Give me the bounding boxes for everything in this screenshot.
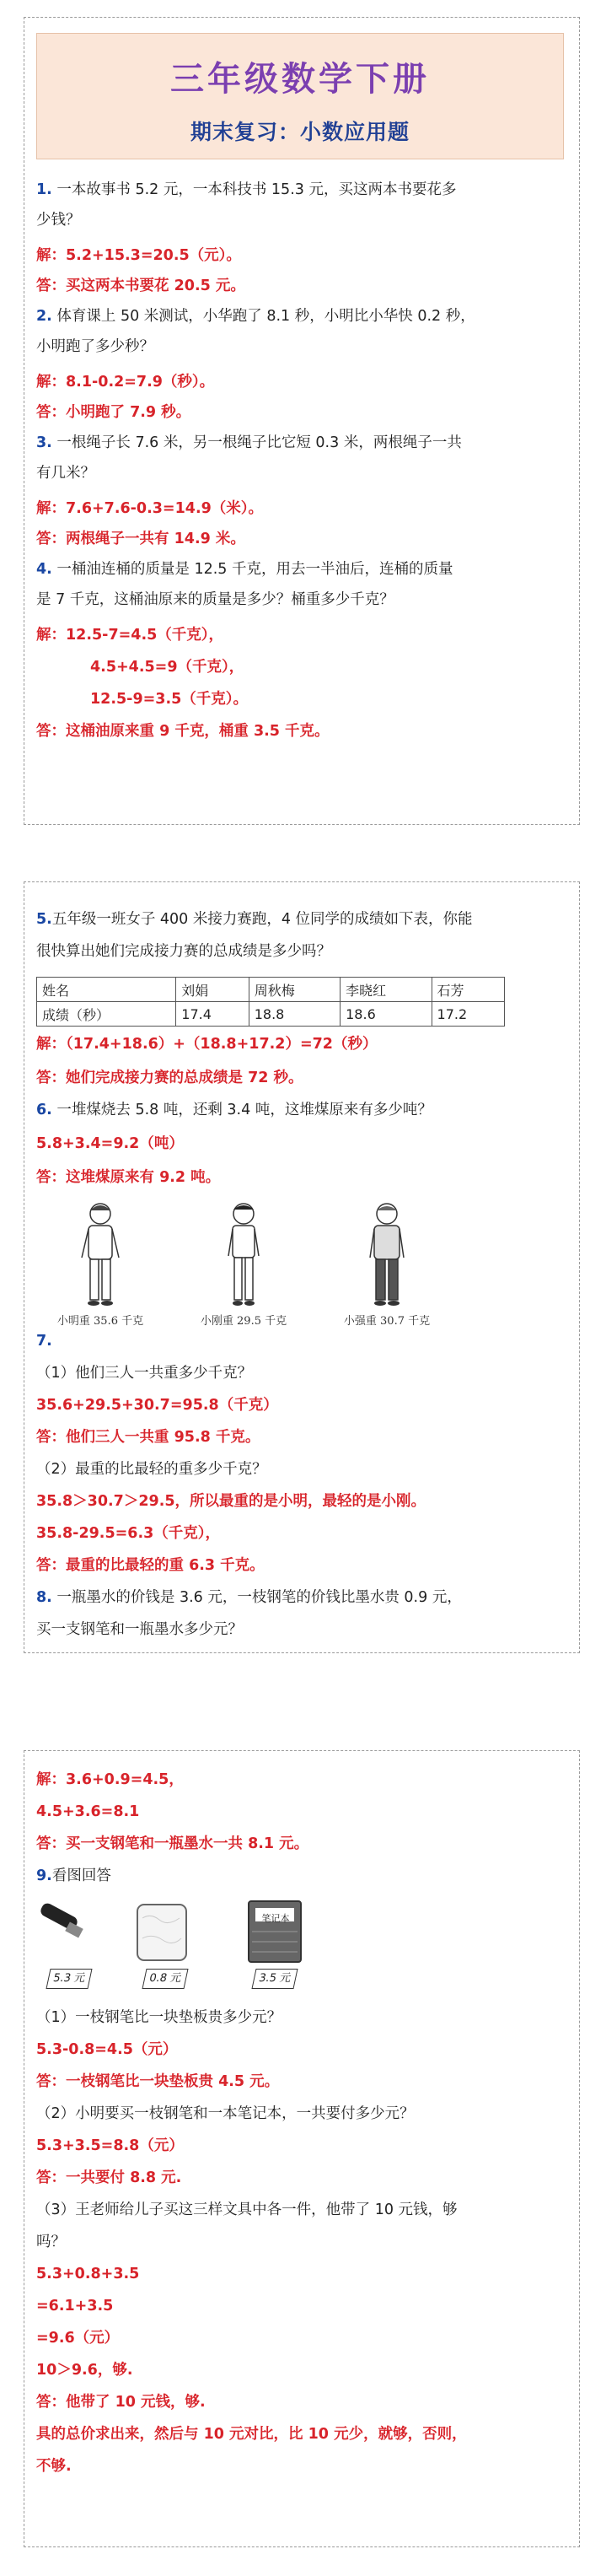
caption-xiaogang: 小刚重 29.5 千克: [200, 1315, 287, 1328]
q9-part1-prompt: （1）一枝钢笔比一块垫板贵多少元？: [36, 2009, 282, 2026]
q9-part3-step4: 10＞9.6，够.: [36, 2362, 133, 2379]
q3-solution: 解：7.6+7.6-0.3=14.9（米）。: [36, 500, 264, 517]
board-price-tag: 0.8 元: [142, 1969, 188, 1989]
caption-xiaoqiang: 小强重 30.7 千克: [343, 1315, 431, 1328]
table-cell: 成绩（秒）: [37, 1002, 176, 1027]
q4-text: [36, 558, 571, 581]
table-cell: 18.8: [249, 1002, 340, 1027]
q6-answer: 答：这堆煤原来有 9.2 吨。: [36, 1169, 221, 1186]
q9-note-line2: 不够.: [36, 2458, 72, 2475]
q3-number: 3.: [36, 434, 52, 451]
boy-illustration-icon: [218, 1199, 269, 1308]
notebook-label: 笔记本: [261, 1913, 290, 1924]
q7-number-label: 7.: [36, 1333, 52, 1350]
q1-text: [36, 178, 571, 202]
worksheet-card-3: [24, 1750, 580, 2547]
q3-text: [36, 431, 571, 455]
q5-text-line2: 很快算出她们完成接力赛的总成绩是多少吗？: [36, 943, 331, 960]
q5-text: [36, 908, 571, 931]
q9-part2-solution: 5.3+3.5=8.8（元）: [36, 2137, 184, 2154]
notebook-icon: [245, 1898, 304, 1965]
q5-solution: 解：（17.4+18.6）+（18.8+17.2）=72（秒）: [36, 1036, 378, 1053]
table-row: [37, 1002, 505, 1027]
table-row: [37, 978, 505, 1002]
q4-solution-2: 4.5+4.5=9（千克），: [90, 659, 244, 676]
q5-answer: 答：她们完成接力赛的总成绩是 72 秒。: [36, 1070, 303, 1086]
q9-title-text: 看图回答: [51, 1867, 111, 1884]
q7-number: [36, 1329, 571, 1353]
q9-part3-step2: =6.1+3.5: [36, 2298, 114, 2315]
q7-part2-prompt: （2）最重的比最轻的重多少千克？: [36, 1461, 267, 1478]
boy-illustration-icon: [362, 1199, 412, 1308]
table-cell: 刘娟: [176, 978, 249, 1002]
worksheet-card-1: [24, 17, 580, 825]
table-cell: 17.2: [432, 1002, 504, 1027]
writing-board-icon: [134, 1901, 190, 1964]
notebook-price-tag: 3.5 元: [251, 1969, 298, 1989]
q4-number: 4.: [36, 561, 52, 578]
boy-figure-xiaogang: [185, 1199, 303, 1328]
worksheet-card-2: [24, 881, 580, 1653]
q1-text-line2: 少钱？: [36, 212, 81, 229]
q6-number: 6.: [36, 1102, 52, 1118]
q9-part3-step1: 5.3+0.8+3.5: [36, 2266, 140, 2282]
q6-text-line1: 一堆煤烧去 5.8 吨，还剩 3.4 吨，这堆煤原来有多少吨？: [56, 1102, 432, 1118]
q2-text-line1: 体育课上 50 米测试，小华跑了 8.1 秒，小明比小华快 0.2 秒，: [56, 308, 475, 325]
q8-answer: 答：买一支钢笔和一瓶墨水一共 8.1 元。: [36, 1835, 309, 1852]
boy-figure-xiaoqiang: [328, 1199, 446, 1328]
q2-number: 2.: [36, 308, 52, 325]
q9-part1-solution: 5.3-0.8=4.5（元）: [36, 2041, 178, 2058]
q4-answer: 答：这桶油原来重 9 千克，桶重 3.5 千克。: [36, 723, 330, 740]
q6-text: [36, 1098, 571, 1122]
q6-solution: 5.8+3.4=9.2（吨）: [36, 1135, 184, 1152]
q9-part3-prompt: （3）王老师给儿子买这三样文具中各一件，他带了 10 元钱，够: [36, 2201, 458, 2218]
q8-solution-2: 4.5+3.6=8.1: [36, 1803, 140, 1820]
table-cell: 石芳: [432, 978, 504, 1002]
notebook-item: [245, 1898, 338, 2002]
q9-note-line1: 具的总价求出来，然后与 10 元对比，比 10 元少，就够，否则，: [36, 2426, 467, 2443]
q2-text: [36, 304, 571, 328]
q4-text-line2: 是 7 千克，这桶油原来的质量是多少？桶重多少千克？: [36, 591, 394, 608]
q1-solution: 解：5.2+15.3=20.5（元）。: [36, 247, 241, 264]
pen-price-tag: 5.3 元: [46, 1969, 92, 1989]
table-cell: 周秋梅: [249, 978, 340, 1002]
boy-illustration-icon: [75, 1199, 126, 1308]
q3-text-line1: 一根绳子长 7.6 米，另一根绳子比它短 0.3 米，两根绳子一共: [56, 434, 462, 451]
score-table: [36, 977, 505, 1027]
q7-part1-solution: 35.6+29.5+30.7=95.8（千克）: [36, 1397, 278, 1414]
table-cell: 18.6: [341, 1002, 432, 1027]
q7-part2-reasoning: 35.8＞30.7＞29.5，所以最重的是小明，最轻的是小刚。: [36, 1493, 426, 1510]
q4-text-line1: 一桶油连桶的质量是 12.5 千克，用去一半油后，连桶的质量: [56, 561, 453, 578]
q8-text: [36, 1586, 571, 1609]
q5-number: 5.: [36, 911, 52, 928]
table-cell: 17.4: [176, 1002, 249, 1027]
q7-part1-answer: 答：他们三人一共重 95.8 千克。: [36, 1429, 260, 1446]
q9-part2-prompt: （2）小明要买一枝钢笔和一本笔记本，一共要付多少元？: [36, 2105, 415, 2122]
q2-solution: 解：8.1-0.2=7.9（秒）。: [36, 374, 215, 391]
q7-part1-prompt: （1）他们三人一共重多少千克？: [36, 1365, 253, 1382]
q5-text-line1: 五年级一班女子 400 米接力赛跑，4 位同学的成绩如下表，你能: [51, 911, 473, 928]
q1-answer: 答：买这两本书要花 20.5 元。: [36, 278, 245, 294]
q9-part3-answer: 答：他带了 10 元钱，够.: [36, 2394, 206, 2411]
table-cell: 李晓红: [341, 978, 432, 1002]
q2-answer: 答：小明跑了 7.9 秒。: [36, 404, 191, 421]
table-cell: 姓名: [37, 978, 176, 1002]
board-item: [134, 1901, 227, 2002]
pen-item: [35, 1901, 127, 2002]
caption-xiaoming: 小明重 35.6 千克: [56, 1315, 144, 1328]
boy-figure-xiaoming: [41, 1199, 159, 1328]
q9-part3-step3: =9.6（元）: [36, 2330, 120, 2347]
page-title: 三年级数学下册: [170, 60, 430, 99]
q2-text-line2: 小明跑了多少秒？: [36, 338, 154, 355]
q8-text-line2: 买一支钢笔和一瓶墨水多少元？: [36, 1621, 243, 1638]
page-subtitle: 期末复习：小数应用题: [190, 120, 410, 144]
q7-part2-solution: 35.8-29.5=6.3（千克），: [36, 1525, 221, 1542]
q3-text-line2: 有几米？: [36, 465, 95, 482]
q4-solution-1: 解：12.5-7=4.5（千克），: [36, 627, 224, 644]
q8-solution-1: 解：3.6+0.9=4.5，: [36, 1771, 184, 1788]
q9-part1-answer: 答：一枝钢笔比一块垫板贵 4.5 元。: [36, 2073, 280, 2090]
q9-title: [36, 1864, 571, 1888]
q9-part3-prompt-line2: 吗？: [36, 2234, 66, 2250]
q8-number: 8.: [36, 1589, 52, 1606]
q4-solution-3: 12.5-9=3.5（千克）。: [90, 691, 249, 708]
q1-number: 1.: [36, 181, 52, 198]
q1-text-line1: 一本故事书 5.2 元，一本科技书 15.3 元，买这两本书要花多: [56, 181, 457, 198]
q7-part2-answer: 答：最重的比最轻的重 6.3 千克。: [36, 1557, 265, 1574]
title-banner: [36, 33, 564, 159]
q9-number: 9.: [36, 1867, 52, 1884]
q9-part2-answer: 答：一共要付 8.8 元.: [36, 2169, 182, 2186]
fountain-pen-icon: [35, 1901, 102, 1960]
q3-answer: 答：两根绳子一共有 14.9 米。: [36, 531, 245, 547]
q8-text-line1: 一瓶墨水的价钱是 3.6 元，一枝钢笔的价钱比墨水贵 0.9 元，: [56, 1589, 462, 1606]
